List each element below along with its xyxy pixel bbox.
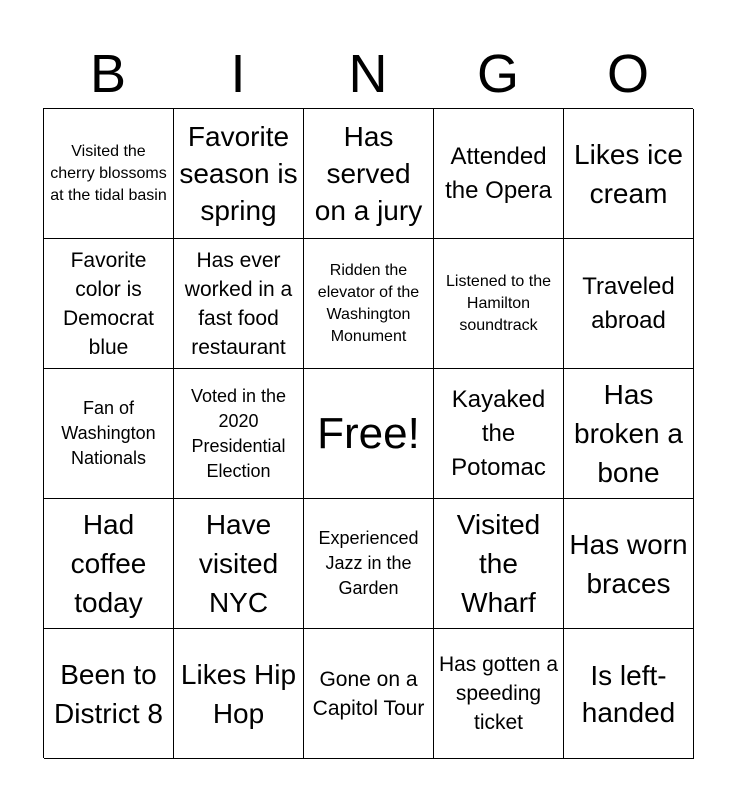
bingo-cell: Visited the Wharf <box>434 499 564 629</box>
bingo-cell: Have visited NYC <box>174 499 304 629</box>
bingo-cell: Has served on a jury <box>304 109 434 239</box>
bingo-cell: Attended the Opera <box>434 109 564 239</box>
bingo-cell: Listened to the Hamilton soundtrack <box>434 239 564 369</box>
bingo-cell: Has ever worked in a fast food restaurant <box>174 239 304 369</box>
bingo-cell: Voted in the 2020 Presidential Election <box>174 369 304 499</box>
bingo-cell: Has broken a bone <box>564 369 694 499</box>
bingo-grid <box>43 108 693 758</box>
bingo-cell: Favorite season is spring <box>174 109 304 239</box>
header-letter-n: N <box>348 44 388 104</box>
bingo-cell: Likes ice cream <box>564 109 694 239</box>
bingo-cell: Fan of Washington Nationals <box>44 369 174 499</box>
bingo-cell: Kayaked the Potomac <box>434 369 564 499</box>
header-letter-b: B <box>89 44 127 104</box>
bingo-cell: Likes Hip Hop <box>174 629 304 759</box>
header-letter-g: G <box>476 44 519 104</box>
bingo-cell: Experienced Jazz in the Garden <box>304 499 434 629</box>
header-letter-i: I <box>230 44 246 104</box>
bingo-cell: Traveled abroad <box>564 239 694 369</box>
bingo-header <box>43 40 693 108</box>
bingo-cell: Had coffee today <box>44 499 174 629</box>
header-letter-o: O <box>606 44 649 104</box>
bingo-cell: Favorite color is Democrat blue <box>44 239 174 369</box>
bingo-cell: Is left-handed <box>564 629 694 759</box>
bingo-cell: Has gotten a speeding ticket <box>434 629 564 759</box>
free-space: Free! <box>304 369 434 499</box>
bingo-cell: Ridden the elevator of the Washington Monument <box>304 239 434 369</box>
bingo-cell: Has worn braces <box>564 499 694 629</box>
bingo-cell: Been to District 8 <box>44 629 174 759</box>
bingo-cell: Visited the cherry blossoms at the tidal basin <box>44 109 174 239</box>
bingo-cell: Gone on a Capitol Tour <box>304 629 434 759</box>
